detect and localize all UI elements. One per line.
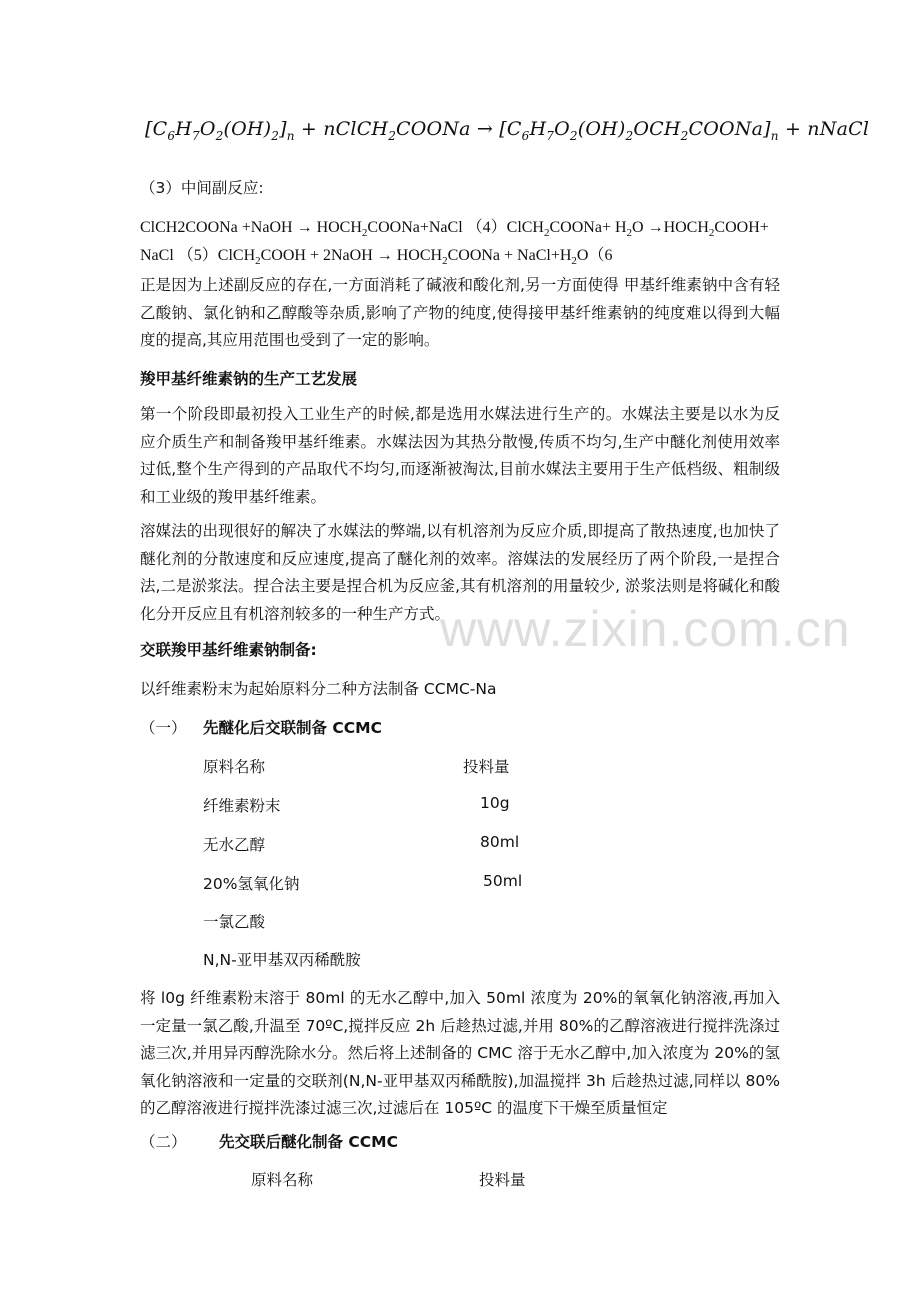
method-1-row-name: 无水乙醇 xyxy=(203,836,266,854)
side-reaction-heading: （3）中间副反应: xyxy=(140,179,264,197)
paragraph-side-effects: 正是因为上述副反应的存在,一方面消耗了碱液和酸化剂,另一方面使得 甲基纤维素钠中含有轻乙酸钠、氯化钠和乙醇酸等杂质,影响了产物的纯度,使得接甲基纤维素钠的纯度难以得到大幅度的提高,其应用范围也受到了一定的影响。 xyxy=(140,276,780,349)
side-reaction-line-2: NaCl （5）ClCH$_2$COOH + 2NaOH → $HOCH_2COONa$ + $NaCl+H_2O(6$ xyxy=(140,247,613,268)
method-1-row-name: N,N-亚甲基双丙稀酰胺 xyxy=(203,951,361,969)
method-2-number: （二） xyxy=(140,1133,187,1151)
method-1-row-amount: 10g xyxy=(480,794,510,812)
main-reaction-equation: $[C_6H_7O_2(OH)_2]_n$ + nClCH$_2$COONa → $[C_6H_7O_2(OH)_2OCH_2COONa]_n$ + nNaCl xyxy=(145,118,870,143)
watermark: www.zixin.com.cn xyxy=(440,601,851,657)
method-2-col-name: 原料名称 xyxy=(251,1171,314,1189)
intro-methods: 以纤维素粉末为起始原料分二种方法制备 CCMC-Na xyxy=(140,680,497,698)
method-1-row-name: 一氯乙酸 xyxy=(203,913,266,931)
method-1-row-amount: 50ml xyxy=(483,872,523,890)
paragraph-solvent-method: 溶媒法的出现很好的解决了水媒法的弊端,以有机溶剂为反应介质,即提高了散热速度,也加快了醚化剂的分散速度和反应速度,提高了醚化剂的效率。溶媒法的发展经历了两个阶段,一是捏合法,二是淤浆法。捏合法主要是捏合机为反应釜,其有机溶剂的用量较少, 淤浆法则是将碱化和酸化分开反应且有机溶剂较多的一种生产方式。 xyxy=(140,522,780,623)
method-1-row-amount: 80ml xyxy=(480,833,520,851)
method-2-title: 先交联后醚化制备 CCMC xyxy=(219,1133,398,1151)
method-1-title: 先醚化后交联制备 CCMC xyxy=(203,719,382,737)
paragraph-procedure: 将 l0g 纤维素粉末溶于 80ml 的无水乙醇中,加入 50ml 浓度为 20%的氧氧化钠溶液,再加入一定量一氯乙酸,升温至 70ºC,搅拌反应 2h 后趁热过滤,并用 80%的乙醇溶液进行搅拌洗涤过滤三次,并用异丙醇洗除水分。然后将上述制备的 CMC 溶于无水乙醇中,加入浓度为 20%的氢氧化钠溶液和一定量的交联剂(N,N-亚甲基双丙稀酰胺),加温搅拌 3h 后趁热过滤,同样以 80%的乙醇溶液进行搅拌洗漆过滤三次,过滤后在 105ºC 的温度下干燥至质量恒定 xyxy=(140,989,780,1117)
method-1-row-name: 20%氢氧化钠 xyxy=(203,875,300,893)
method-1-col-amount: 投料量 xyxy=(463,758,510,776)
method-1-row-name: 纤维素粉末 xyxy=(203,797,281,815)
heading-process-development: 羧甲基纤维素钠的生产工艺发展 xyxy=(140,370,358,388)
paragraph-water-method: 第一个阶段即最初投入工业生产的时候,都是选用水媒法进行生产的。水媒法主要是以水为反应介质生产和制备羧甲基纤维素。水媒法因为其热分散慢,传质不均匀,生产中醚化剂使用效率过低,整个生产得到的产品取代不均匀,而逐渐被淘汰,目前水媒法主要用于生产低档级、粗制级和工业级的羧甲基纤维素。 xyxy=(140,405,780,506)
heading-crosslink-preparation: 交联羧甲基纤维素钠制备: xyxy=(140,641,317,659)
method-1-col-name: 原料名称 xyxy=(203,758,266,776)
method-2-col-amount: 投料量 xyxy=(479,1171,526,1189)
method-1-number: （一） xyxy=(140,719,187,737)
side-reaction-line-1: ClCH2COONa +NaOH → $HOCH_2COONa+NaCl$ （4）ClCH$_2$COONa+ $H_2O$ $\to HOCH_2COOH+$ xyxy=(140,219,769,240)
